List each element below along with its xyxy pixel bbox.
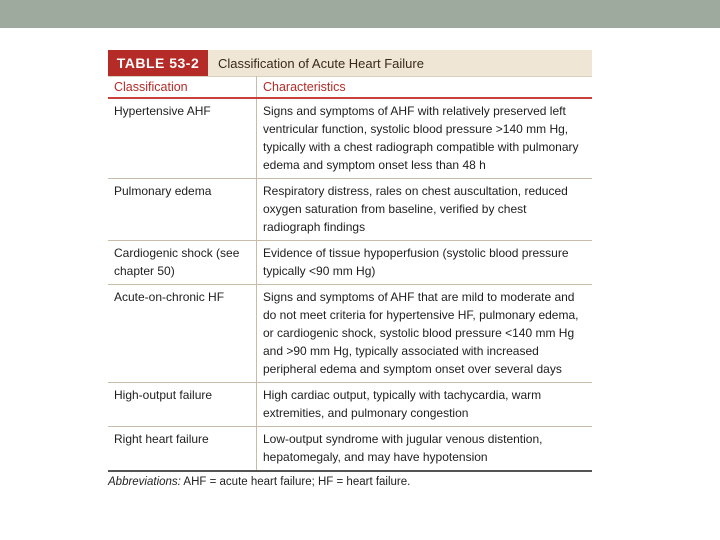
table-row (108, 383, 592, 427)
footnote-label: Abbreviations: (108, 476, 181, 488)
row-classification: Acute-on-chronic HF (108, 285, 257, 383)
row-classification: Right heart failure (108, 427, 257, 472)
footnote-text: AHF = acute heart failure; HF = heart failure. (180, 476, 411, 488)
row-classification: Cardiogenic shock (see chapter 50) (108, 241, 257, 285)
table-title: Classification of Acute Heart Failure (218, 55, 424, 71)
table-row (108, 285, 592, 383)
classification-table-figure (108, 50, 592, 488)
row-characteristics: Signs and symptoms of AHF with relatively preserved left ventricular function, systolic blood pressure >140 mm Hg, typically with a chest radiograph compatible with pulmonary edema and symptom onset less than 48 h (263, 104, 579, 172)
table-row (108, 98, 592, 179)
classification-table (108, 76, 592, 472)
row-characteristics: Respiratory distress, rales on chest auscultation, reduced oxygen saturation from baseline, verified by chest radiograph findings (257, 179, 593, 241)
table-header-row (108, 77, 592, 99)
table-title-row (108, 50, 592, 76)
row-characteristics: High cardiac output, typically with tachycardia, warm extremities, and pulmonary congestion (257, 383, 593, 427)
table-row (108, 179, 592, 241)
row-classification: Hypertensive AHF (108, 98, 257, 179)
top-banner (0, 0, 720, 28)
row-characteristics: Evidence of tissue hypoperfusion (systolic blood pressure typically <90 mm Hg) (257, 241, 593, 285)
table-row (108, 241, 592, 285)
row-classification: Pulmonary edema (108, 179, 257, 241)
row-characteristics: Low-output syndrome with jugular venous distention, hepatomegaly, and may have hypotension (257, 427, 593, 472)
column-header-classification: Classification (108, 77, 257, 99)
table-row (108, 427, 592, 472)
column-header-characteristics: Characteristics (257, 77, 593, 99)
table-number: TABLE 53-2 (108, 50, 208, 76)
table-footnote (108, 476, 592, 488)
row-classification: High-output failure (108, 383, 257, 427)
row-characteristics: Signs and symptoms of AHF that are mild to moderate and do not meet criteria for hypertensive HF, pulmonary edema, or cardiogenic shock, systolic blood pressure <140 mm Hg and >90 mm Hg, typically associated with increased peripheral edema and symptom onset over several days (257, 285, 593, 383)
